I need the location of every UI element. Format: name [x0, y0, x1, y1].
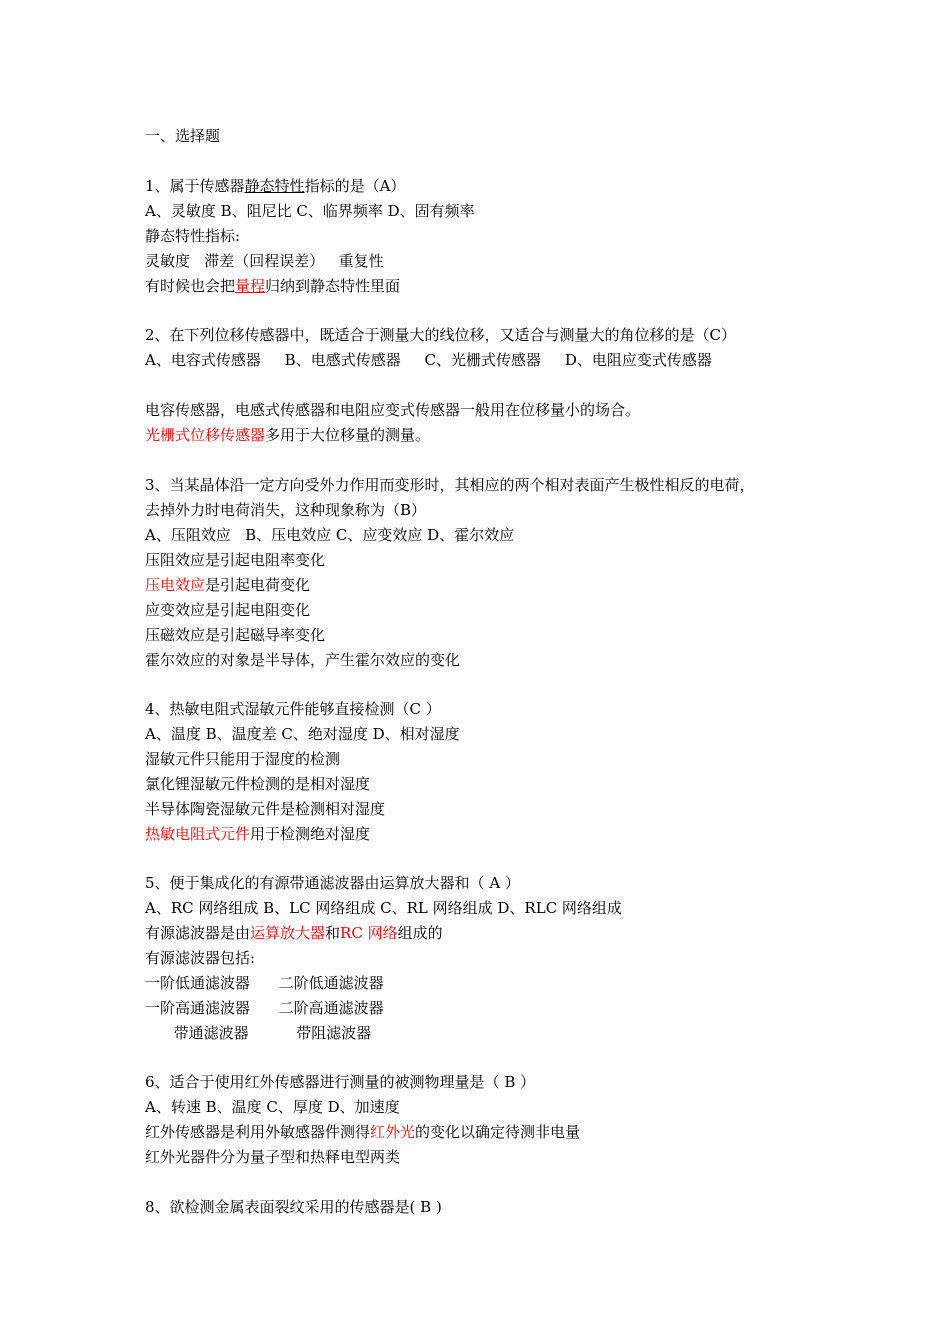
q5-note-3: 一阶低通滤波器 二阶低通滤波器 [145, 974, 384, 992]
q6-stem: 6、适合于使用红外传感器进行测量的被测物理量是（ B ） [145, 1073, 536, 1091]
q2-options: A、电容式传感器 B、电感式传感器 C、光栅式传感器 D、电阻应变式传感器 [145, 351, 712, 369]
q2-note-2-post: 多用于大位移量的测量。 [265, 426, 431, 444]
q4-note-4-post: 用于检测绝对湿度 [250, 825, 371, 843]
q3-note-4: 压磁效应是引起磁导率变化 [145, 626, 326, 644]
q5-note-1-pre: 有源滤波器是由 [145, 924, 251, 942]
q6-note-1-pre: 红外传感器是利用外敏感器件测得 [145, 1123, 371, 1141]
q3-stem-line-1: 3、当某晶体沿一定方向受外力作用而变形时，其相应的两个相对表面产生极性相反的电荷， [145, 476, 755, 494]
q1-note-3 [145, 276, 400, 296]
q1-stem-post: 指标的是（A） [304, 177, 406, 195]
q5-note-4: 一阶高通滤波器 二阶高通滤波器 [145, 999, 384, 1017]
q3-stem-line-2: 去掉外力时电荷消失，这种现象称为（B） [145, 501, 427, 519]
q5-note-1 [145, 923, 443, 943]
q3-options: A、压阻效应 B、压电效应 C、应变效应 D、霍尔效应 [145, 526, 515, 544]
q2-note-1: 电容传感器，电感式传感器和电阻应变式传感器一般用在位移量小的场合。 [145, 401, 641, 419]
q5-note-1-highlight-2: RC 网络 [340, 924, 398, 942]
q4-stem: 4、热敏电阻式湿敏元件能够直接检测（C ） [145, 700, 441, 718]
q4-note-4-highlight: 热敏电阻式元件 [145, 825, 251, 843]
q6-note-1-post: 的变化以确定待测非电量 [415, 1123, 581, 1141]
q1-note-3-highlight: 量程 [235, 277, 266, 295]
q3-note-2-post: 是引起电荷变化 [205, 576, 311, 594]
q4-note-3: 半导体陶瓷湿敏元件是检测相对湿度 [145, 800, 386, 818]
q5-options: A、RC 网络组成 B、LC 网络组成 C、RL 网络组成 D、RLC 网络组成 [145, 899, 622, 917]
q3-note-2 [145, 575, 310, 595]
q5-note-1-mid: 和 [325, 924, 341, 942]
q1-stem [145, 176, 405, 196]
q5-stem: 5、便于集成化的有源带通滤波器由运算放大器和（ A ） [145, 874, 520, 892]
q3-note-5: 霍尔效应的对象是半导体，产生霍尔效应的变化 [145, 651, 461, 669]
q3-note-2-highlight: 压电效应 [145, 576, 206, 594]
q5-note-1-highlight-1: 运算放大器 [250, 924, 326, 942]
q6-note-2: 红外光器件分为量子型和热释电型两类 [145, 1148, 401, 1166]
q1-note-3-pre: 有时候也会把 [145, 277, 236, 295]
q1-stem-underlined: 静态特性 [244, 177, 305, 195]
q4-note-4 [145, 824, 370, 844]
q4-options: A、温度 B、温度差 C、绝对湿度 D、相对湿度 [145, 725, 460, 743]
section-title: 一、选择题 [145, 127, 221, 145]
q1-stem-pre: 1、属于传感器 [145, 177, 245, 195]
q1-note-1: 静态特性指标: [145, 227, 241, 245]
q4-note-2: 氯化锂湿敏元件检测的是相对湿度 [145, 775, 371, 793]
q5-note-1-post: 组成的 [397, 924, 443, 942]
q2-note-2-highlight: 光栅式位移传感器 [145, 426, 266, 444]
q6-note-1 [145, 1122, 580, 1142]
q6-options: A、转速 B、温度 C、厚度 D、加速度 [145, 1098, 400, 1116]
q1-note-3-post: 归纳到静态特性里面 [265, 277, 401, 295]
q2-note-2 [145, 425, 430, 445]
q4-note-1: 湿敏元件只能用于湿度的检测 [145, 750, 341, 768]
q8-stem: 8、欲检测金属表面裂纹采用的传感器是( B ) [145, 1198, 442, 1216]
q3-note-3: 应变效应是引起电阻变化 [145, 601, 311, 619]
q2-stem: 2、在下列位移传感器中，既适合于测量大的线位移，又适合与测量大的角位移的是（C） [145, 326, 737, 344]
q5-note-2: 有源滤波器包括: [145, 949, 256, 967]
q6-note-1-highlight: 红外光 [370, 1123, 416, 1141]
q1-options: A、灵敏度 B、阻尼比 C、临界频率 D、固有频率 [145, 202, 475, 220]
q1-note-2: 灵敏度 滞差（回程误差） 重复性 [145, 252, 384, 270]
q5-note-5: 带通滤波器 带阻滤波器 [145, 1024, 372, 1042]
q3-note-1: 压阻效应是引起电阻率变化 [145, 551, 326, 569]
